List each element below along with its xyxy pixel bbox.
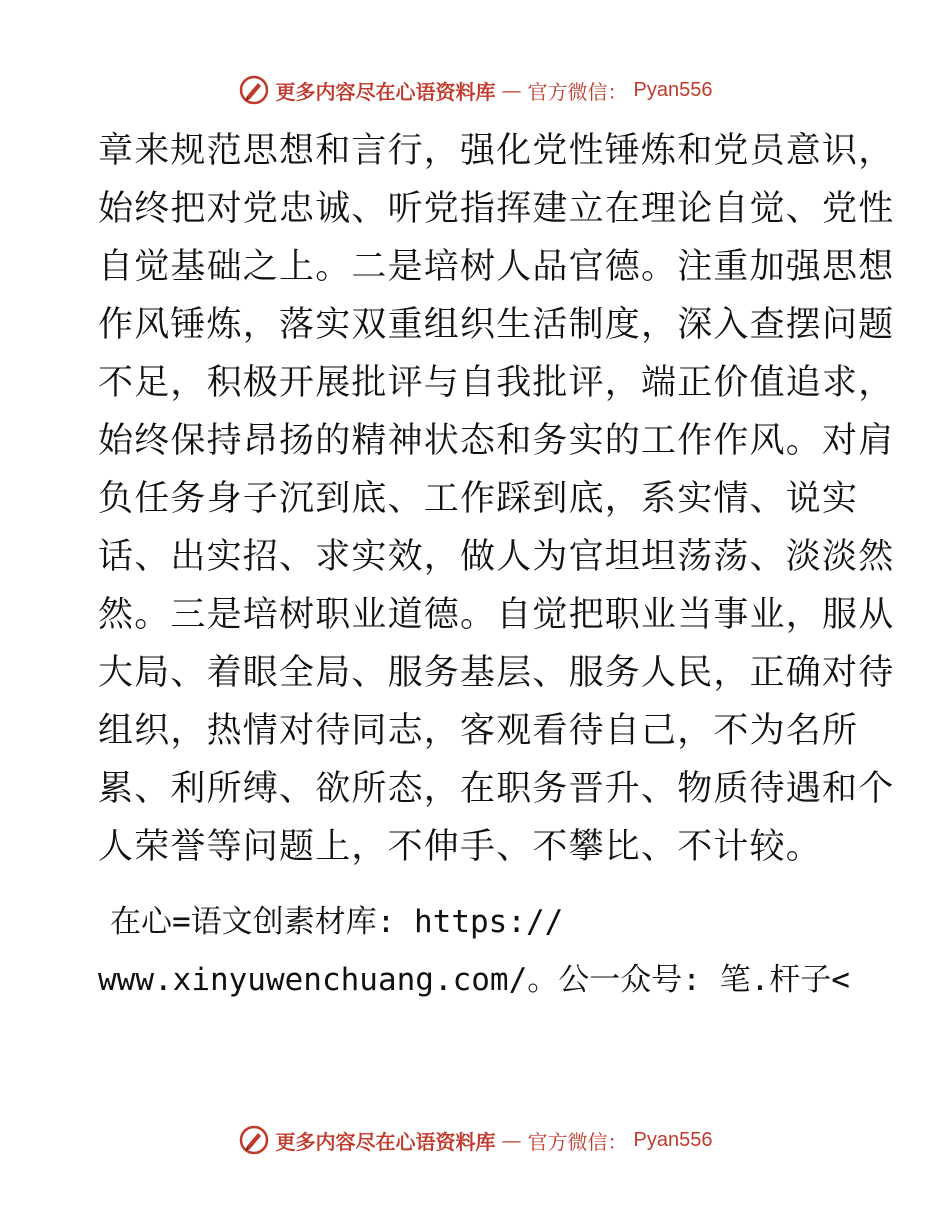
body-line: 负任务身子沉到底、工作踩到底，系实情、说实 [98,479,859,519]
body-line: 话、出实招、求实效，做人为官坦坦荡荡、淡淡然 [98,537,895,577]
footer-banner [0,1120,950,1160]
banner-wechat-label: 官方微信： [527,1129,628,1154]
document-body [98,122,895,876]
body-line: 组织，热情对待同志，客观看待自己，不为名所 [98,711,859,751]
body-line: 始终把对党忠诚、听党指挥建立在理论自觉、党性 [98,189,895,229]
body-line: 作风锤炼，落实双重组织生活制度，深入查摆问题 [98,305,895,345]
banner-dash: — [501,78,522,102]
pen-logo-icon [238,74,270,106]
source-note [98,893,878,1009]
body-line: 然。三是培树职业道德。自觉把职业当事业，服从 [98,595,895,635]
banner-dash: — [501,1128,522,1152]
source-note-line-1: 在心=语文创素材库: https:// [110,904,564,940]
banner-wechat-id: Pyan556 [633,78,713,101]
body-line: 不足，积极开展批评与自我批评，端正价值追求， [98,363,895,403]
source-note-line-2: www.xinyuwenchuang.com/。公一众号: 笔.杆子< [98,962,850,998]
body-line: 自觉基础之上。二是培树人品官德。注重加强思想 [98,247,895,287]
body-line: 累、利所缚、欲所态，在职务晋升、物质待遇和个 [98,769,895,809]
banner-wechat-label: 官方微信： [527,79,628,104]
banner-brand-text: 更多内容尽在心语资料库 [275,1129,496,1154]
pen-logo-icon [238,1124,270,1156]
header-banner [0,70,950,110]
body-line: 章来规范思想和言行，强化党性锤炼和党员意识， [98,131,895,171]
body-line: 人荣誉等问题上，不伸手、不攀比、不计较。 [98,827,823,867]
banner-wechat-id: Pyan556 [633,1128,713,1151]
body-line: 始终保持昂扬的精神状态和务实的工作作风。对肩 [98,421,895,461]
body-line: 大局、着眼全局、服务基层、服务人民，正确对待 [98,653,895,693]
banner-brand-text: 更多内容尽在心语资料库 [275,79,496,104]
